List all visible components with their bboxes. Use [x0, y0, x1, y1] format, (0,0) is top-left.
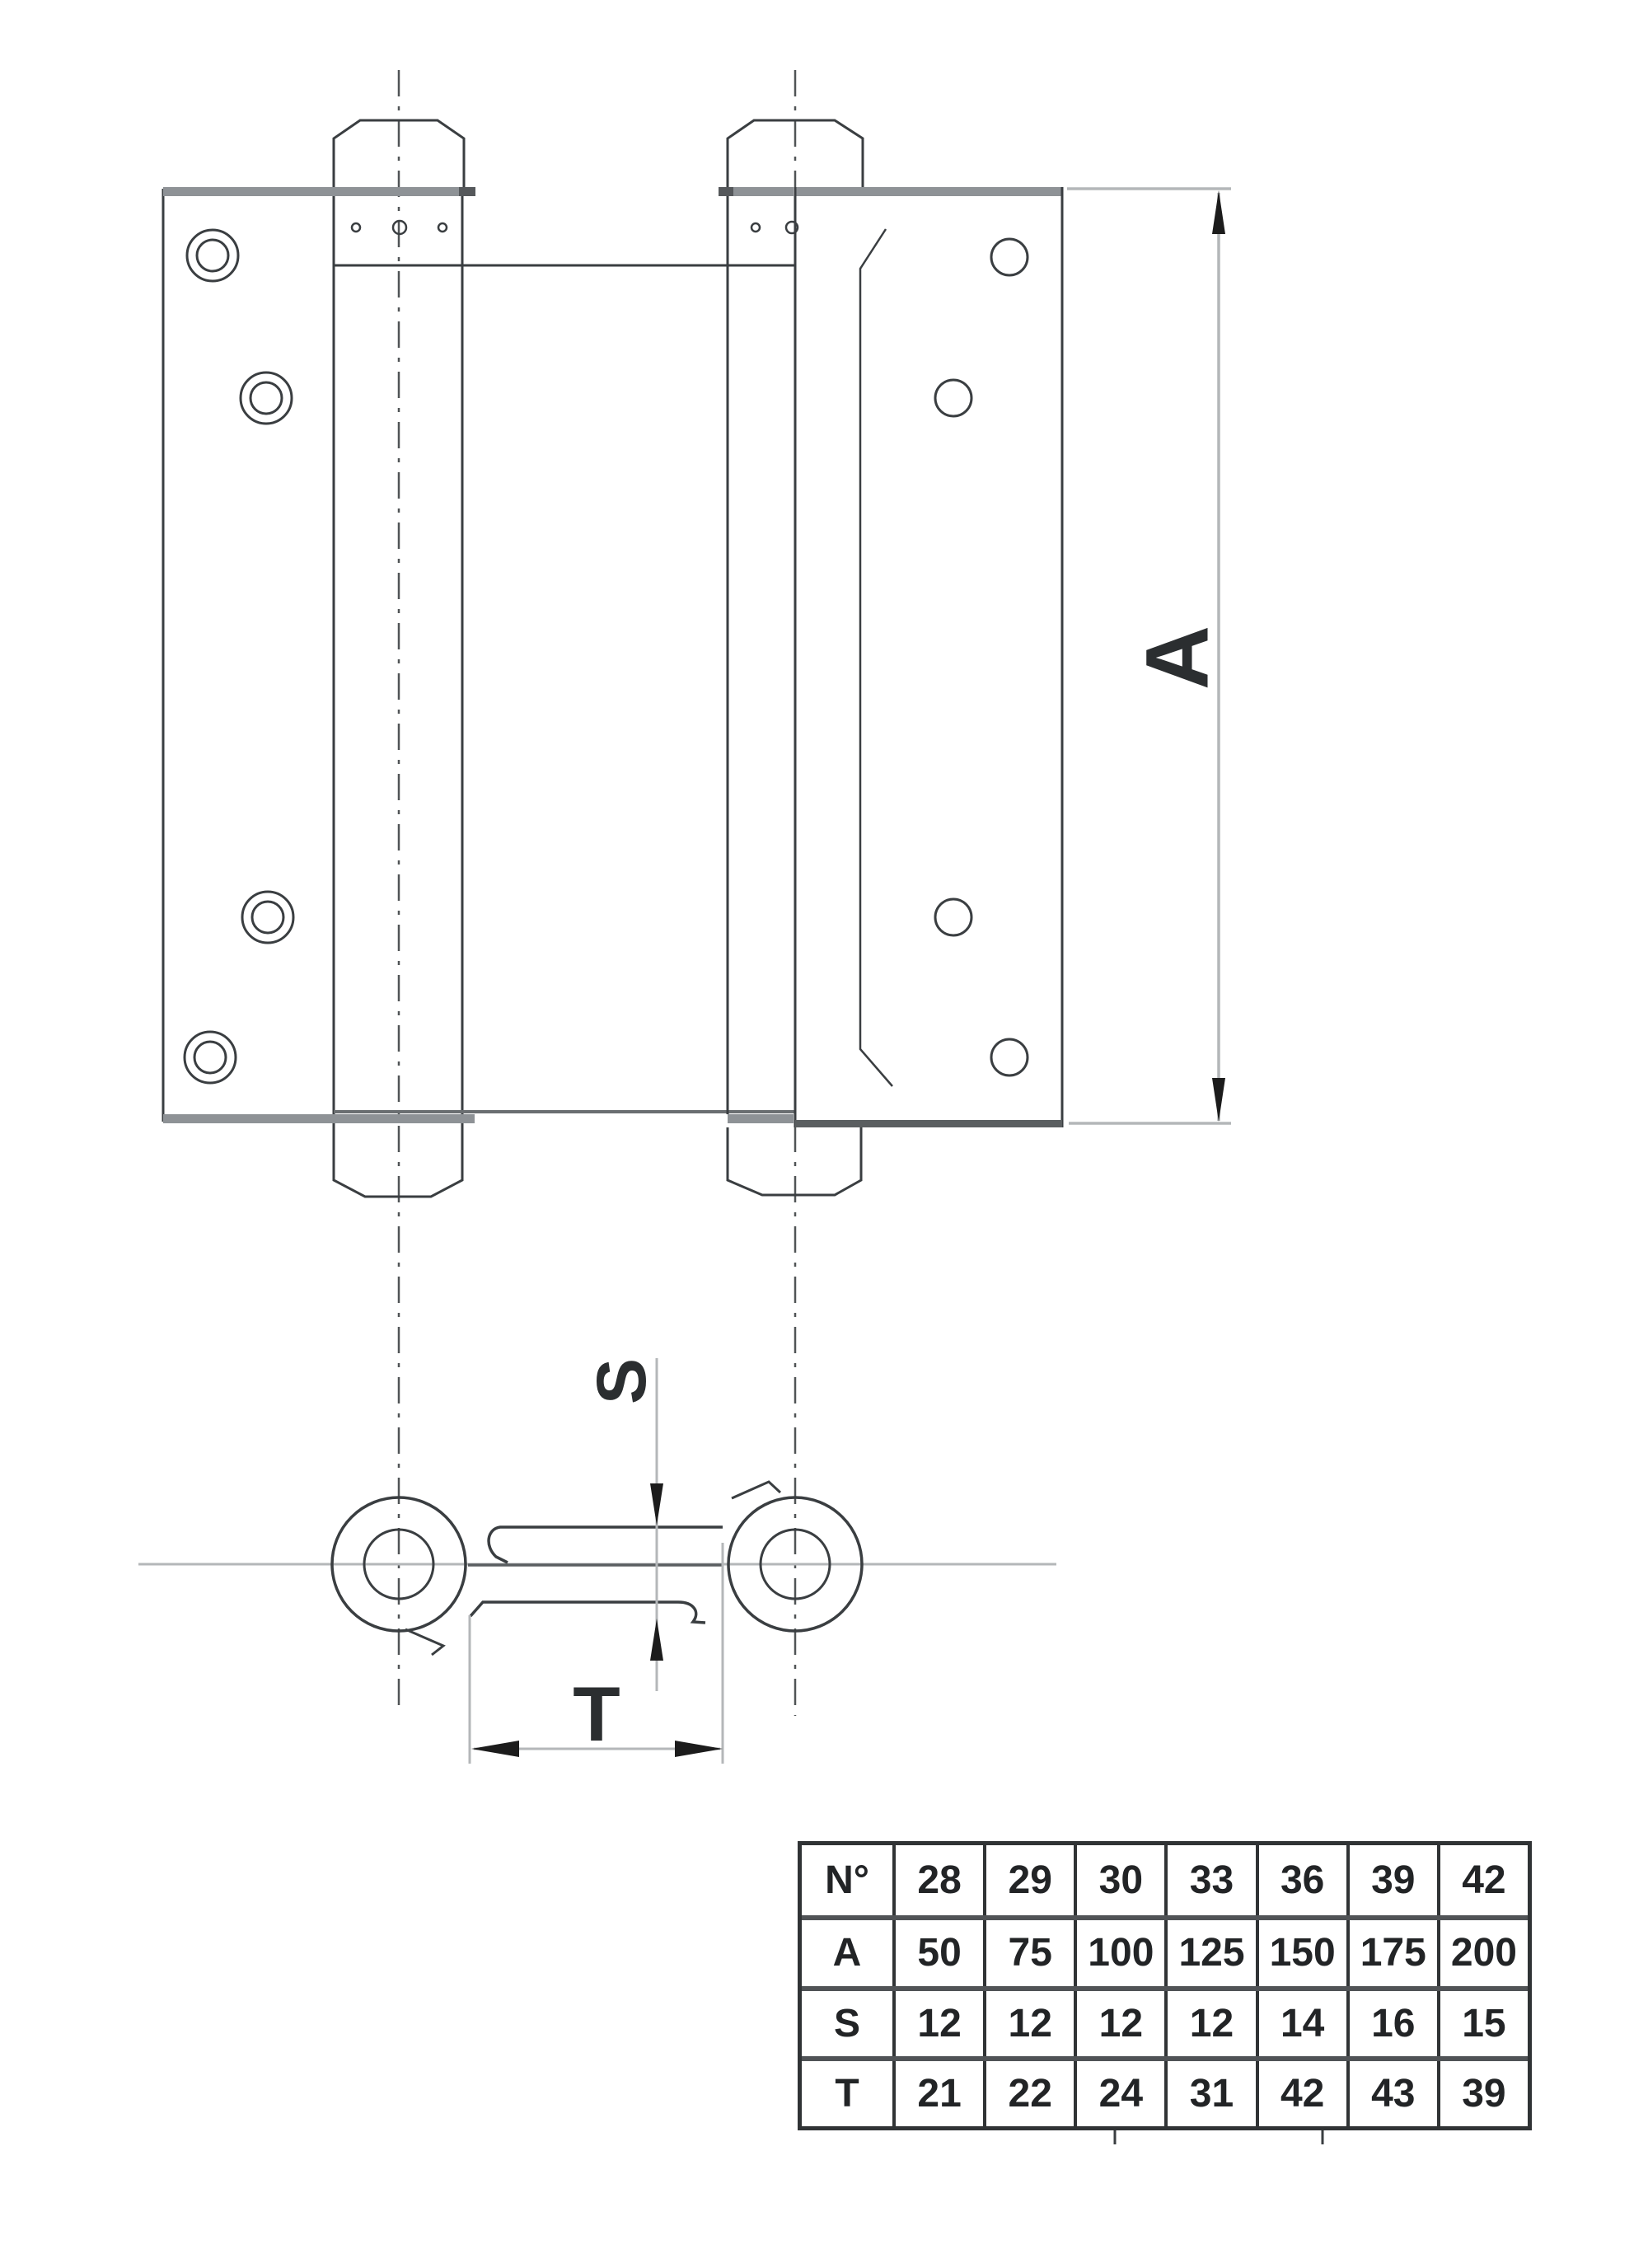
left-leaf-plate: [163, 187, 475, 1123]
right-plate-hole: [935, 380, 971, 416]
dimension-s: [583, 1358, 663, 1691]
table-cell: 21: [892, 2061, 983, 2126]
adjuster-hole: [751, 223, 760, 232]
table-cell: 29: [983, 1845, 1074, 1915]
table-row: [802, 1915, 1528, 1985]
connecting-strap: [468, 1527, 723, 1623]
plan-view: [138, 1358, 1056, 1764]
row-header: N°: [825, 1858, 869, 1903]
table-cell: 175: [1346, 1920, 1437, 1985]
arrow-right-icon: [675, 1741, 723, 1757]
table-cell: 12: [1074, 1991, 1164, 2056]
arrow-down-icon: [650, 1483, 663, 1525]
row-header: A: [832, 1931, 862, 1975]
right-plate-hole: [991, 239, 1028, 275]
table-cell: 50: [892, 1920, 983, 1985]
row-header: T: [835, 2071, 859, 2116]
left-knuckle-tab: [405, 1629, 443, 1655]
table-cell: 31: [1164, 2061, 1255, 2126]
left-plate-hole: [242, 892, 293, 943]
table-stubs: [1115, 2130, 1323, 2144]
dimension-t: [470, 1543, 723, 1764]
arrow-up-icon: [1212, 190, 1225, 234]
right-leaf-plate: [795, 187, 1062, 1127]
dim-label-t: T: [573, 1671, 620, 1757]
table-cell: 33: [1164, 1845, 1255, 1915]
table-cell: 42: [1437, 1845, 1528, 1915]
table-cell: 30: [1074, 1845, 1164, 1915]
right-spring-barrel: [719, 120, 863, 1195]
dim-label-a: A: [1126, 626, 1227, 690]
table-cell: 150: [1256, 1920, 1346, 1985]
left-plate-hole: [187, 230, 238, 281]
table-cell: 125: [1164, 1920, 1255, 1985]
arrow-left-icon: [471, 1741, 519, 1757]
table-cell: 28: [892, 1845, 983, 1915]
right-plate-hole: [991, 1039, 1028, 1075]
table-cell: 39: [1437, 2061, 1528, 2126]
dim-label-s: S: [583, 1357, 660, 1405]
table-cell: 12: [1164, 1991, 1255, 2056]
dimension-a: [1067, 189, 1231, 1123]
table-cell: 14: [1256, 1991, 1346, 2056]
front-view: [163, 70, 1231, 1716]
table-cell: 39: [1346, 1845, 1437, 1915]
table-cell: 15: [1437, 1991, 1528, 2056]
left-plate-hole: [185, 1032, 236, 1083]
table-cell: 36: [1256, 1845, 1346, 1915]
arrow-up-icon: [650, 1619, 663, 1661]
right-knuckle-tab: [732, 1482, 780, 1498]
table-row: [802, 1845, 1528, 1915]
left-plate-hole: [241, 373, 292, 424]
adjuster-hole: [438, 223, 447, 232]
table-cell: 22: [983, 2061, 1074, 2126]
table-cell: 12: [983, 1991, 1074, 2056]
table-cell: 43: [1346, 2061, 1437, 2126]
table-cell: 12: [892, 1991, 983, 2056]
table-cell: 16: [1346, 1991, 1437, 2056]
table-cell: 42: [1256, 2061, 1346, 2126]
left-knuckle: [332, 1497, 466, 1655]
right-plate-hole: [935, 899, 971, 935]
table-row: [802, 1986, 1528, 2056]
table-cell: 100: [1074, 1920, 1164, 1985]
dimensions-table: [798, 1841, 1532, 2130]
adjuster-hole: [352, 223, 360, 232]
leaf-bend-line: [860, 229, 892, 1086]
right-knuckle: [728, 1482, 862, 1631]
center-web: [334, 265, 795, 1112]
table-row: [802, 2056, 1528, 2126]
table-cell: 75: [983, 1920, 1074, 1985]
table-cell: 200: [1437, 1920, 1528, 1985]
table-cell: 24: [1074, 2061, 1164, 2126]
row-header: S: [833, 2001, 860, 2045]
arrow-down-icon: [1212, 1078, 1225, 1122]
